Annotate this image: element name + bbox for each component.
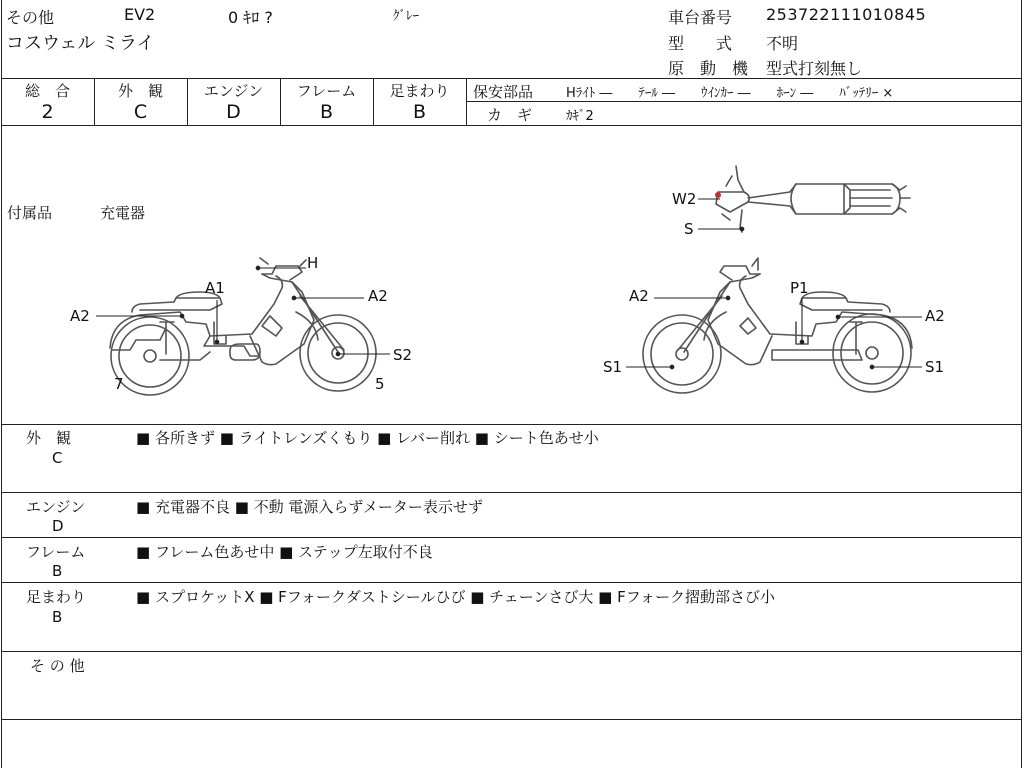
mileage: 0 ｷﾛ ? bbox=[228, 8, 273, 27]
left-side-scooter bbox=[110, 258, 376, 395]
note-text-frame: ■ フレーム色あせ中 ■ ステップ左取付不良 bbox=[136, 543, 433, 561]
label-left-a2-left: A2 bbox=[70, 307, 90, 325]
top-view-scooter bbox=[716, 166, 910, 232]
grade-value-frame: B bbox=[319, 101, 334, 123]
label-left-a2-right: A2 bbox=[368, 287, 388, 305]
note-label-exterior: 外 観 bbox=[26, 429, 72, 447]
damage-mark-w2 bbox=[715, 192, 721, 198]
note-grade-frame: B bbox=[52, 562, 63, 580]
label-right-p1: P1 bbox=[790, 279, 809, 297]
engine-label: 原 動 機 bbox=[668, 59, 749, 78]
model-code: EV2 bbox=[124, 5, 156, 24]
key-value: ｶｷﾞ2 bbox=[566, 109, 594, 124]
note-label-engine: エンジン bbox=[26, 498, 86, 516]
label-right-s1-left: S1 bbox=[603, 358, 623, 376]
label-left-5: 5 bbox=[375, 375, 385, 393]
grade-value-suspension: B bbox=[412, 101, 427, 123]
grade-label-engine: エンジン bbox=[203, 82, 264, 100]
accessories-value: 充電器 bbox=[100, 204, 146, 222]
model-name: コスウェル ミライ bbox=[6, 33, 155, 54]
note-text-suspension: ■ スプロケットX ■ Fフォークダストシールひび ■ チェーンさび大 ■ Fフォーク摺動部さび小 bbox=[136, 588, 776, 606]
header-other-label: その他 bbox=[6, 8, 55, 27]
note-label-other: そ の 他 bbox=[30, 657, 85, 675]
label-right-a2-right: A2 bbox=[925, 307, 945, 325]
note-label-suspension: 足まわり bbox=[26, 588, 87, 606]
label-left-h: H bbox=[307, 254, 319, 272]
grade-label-exterior: 外 観 bbox=[117, 82, 163, 100]
label-left-a1: A1 bbox=[205, 279, 225, 297]
note-grade-engine: D bbox=[52, 517, 64, 535]
chassis-label: 車台番号 bbox=[668, 8, 733, 27]
note-text-engine: ■ 充電器不良 ■ 不動 電源入らずメーター表示せず bbox=[136, 498, 483, 516]
grade-label-overall: 総 合 bbox=[24, 82, 70, 100]
label-left-7: 7 bbox=[114, 375, 124, 393]
grade-value-engine: D bbox=[226, 101, 241, 123]
label-top-w2: W2 bbox=[672, 190, 697, 208]
grade-label-frame: フレーム bbox=[296, 82, 357, 100]
type-value: 不明 bbox=[766, 34, 799, 53]
accessories-label: 付属品 bbox=[7, 204, 53, 222]
note-label-frame: フレーム bbox=[26, 543, 86, 561]
right-side-scooter bbox=[643, 258, 912, 393]
grade-value-exterior: C bbox=[133, 101, 148, 123]
label-right-a2-left: A2 bbox=[629, 287, 649, 305]
note-grade-exterior: C bbox=[52, 449, 63, 467]
label-right-s1-right: S1 bbox=[925, 358, 945, 376]
grade-value-overall: 2 bbox=[41, 101, 54, 123]
safety-items: Hﾗｲﾄ ― ﾃｰﾙ ― ｳｲﾝｶｰ ― ﾎｰﾝ ― ﾊﾞｯﾃﾘｰ × bbox=[566, 86, 894, 101]
chassis-number: 253722111010845 bbox=[766, 5, 927, 24]
grade-label-suspension: 足まわり bbox=[389, 82, 450, 100]
label-top-s: S bbox=[684, 220, 694, 238]
note-grade-suspension: B bbox=[52, 608, 63, 626]
key-label: カ ギ bbox=[487, 106, 533, 124]
color-value: ｸﾞﾚｰ bbox=[393, 9, 419, 24]
type-label: 型 式 bbox=[668, 34, 733, 53]
engine-value: 型式打刻無し bbox=[766, 59, 863, 78]
safety-label: 保安部品 bbox=[473, 83, 534, 101]
label-left-s2: S2 bbox=[393, 346, 413, 364]
note-text-exterior: ■ 各所きず ■ ライトレンズくもり ■ レバー削れ ■ シート色あせ小 bbox=[136, 429, 599, 447]
